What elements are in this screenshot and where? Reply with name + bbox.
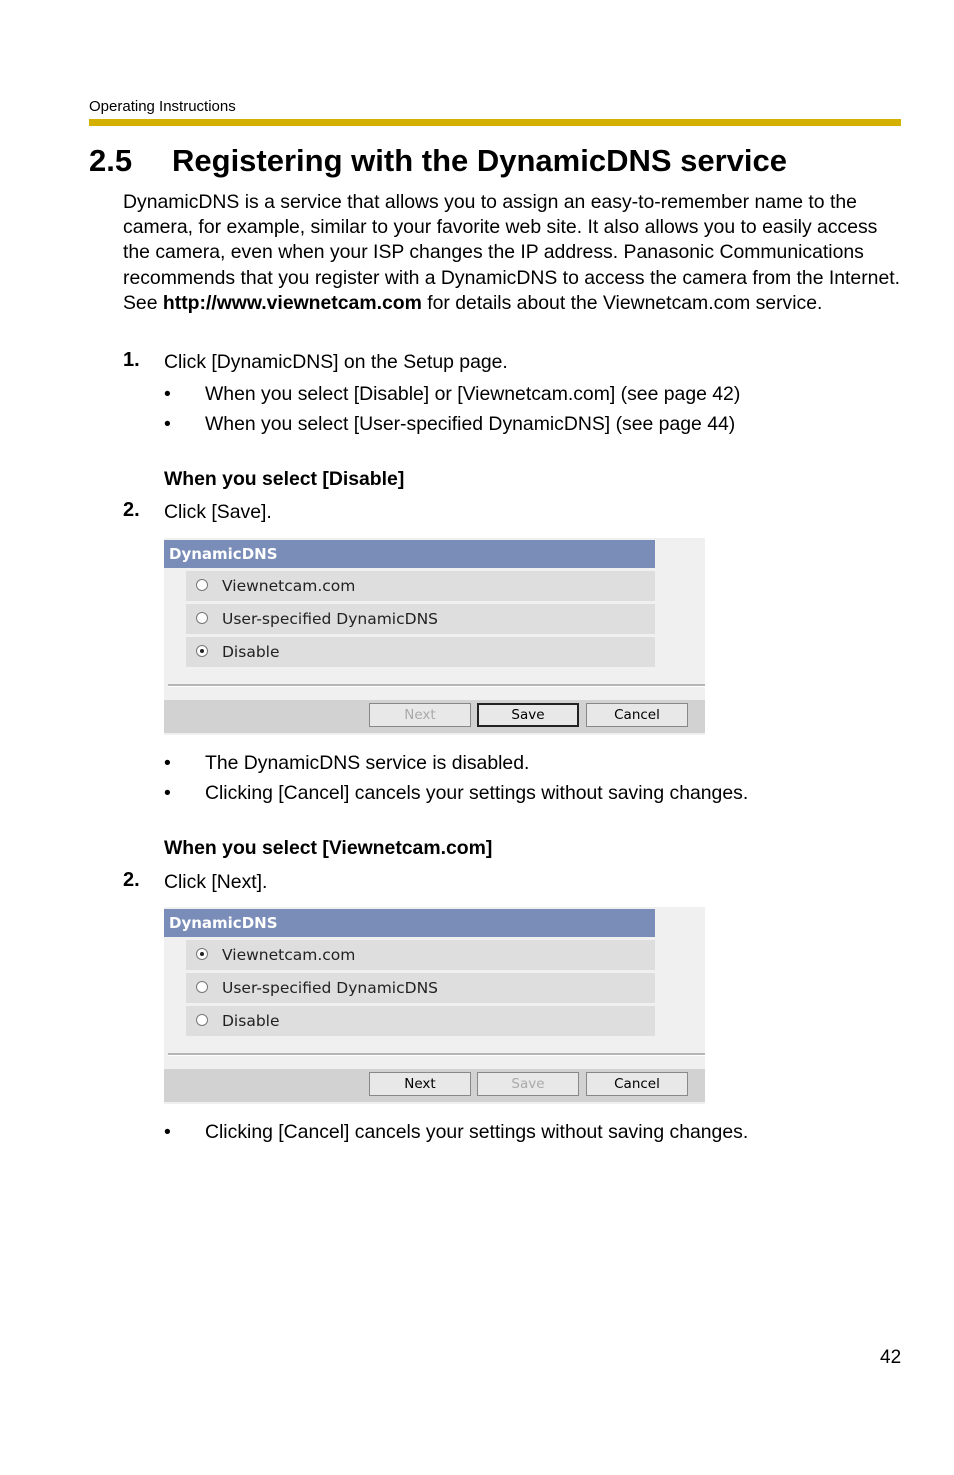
option-label: Disable [222,1012,280,1030]
step-text: Click [Next]. [164,871,268,893]
list-item [164,413,735,436]
list-item-text: Clicking [Cancel] cancels your settings without saving changes. [205,1121,749,1143]
list-item-text: The DynamicDNS service is disabled. [205,752,530,774]
option-user-specified[interactable] [186,604,655,634]
button-bar [164,1069,705,1102]
radio-button[interactable] [196,579,208,591]
save-button[interactable]: Save [477,1072,579,1096]
list-item [164,752,529,775]
option-viewnetcam[interactable] [186,940,655,970]
option-label: User-specified DynamicDNS [222,610,439,628]
option-disable[interactable] [186,1006,655,1036]
divider [168,684,705,687]
radio-button[interactable] [196,612,208,624]
header-rule [89,119,901,126]
list-item [164,1121,748,1144]
radio-button[interactable] [196,1014,208,1026]
dynamicdns-panel [164,907,705,1104]
step-number: 1. [123,349,140,371]
subsection-heading: When you select [Viewnetcam.com] [164,837,493,859]
list-item [164,782,748,805]
list-item-text: Clicking [Cancel] cancels your settings without saving changes. [205,782,749,804]
bullet-glyph: • [164,752,171,774]
section-heading: Registering with the DynamicDNS service [172,143,788,178]
next-button[interactable]: Next [369,703,471,727]
bullet-glyph: • [164,782,171,804]
section-number: 2.5 [89,143,133,178]
option-label: User-specified DynamicDNS [222,979,439,997]
intro-paragraph [123,190,903,316]
page-number: 42 [880,1347,902,1368]
next-button[interactable]: Next [369,1072,471,1096]
intro-text-end: for details about the Viewnetcam.com service. [421,291,823,314]
bullet-glyph: • [164,413,171,435]
section-title [89,141,787,181]
step-text: Click [DynamicDNS] on the Setup page. [164,351,508,373]
save-button[interactable]: Save [477,703,579,727]
list-item-text: When you select [User-specified DynamicDNS] (see page 44) [205,413,736,435]
cancel-button[interactable]: Cancel [586,1072,688,1096]
list-item [164,383,740,406]
option-label: Viewnetcam.com [222,946,356,964]
radio-button[interactable] [196,981,208,993]
button-bar [164,700,705,733]
subsection-heading: When you select [Disable] [164,468,405,490]
option-disable[interactable] [186,637,655,667]
step-number: 2. [123,869,140,891]
bullet-glyph: • [164,383,171,405]
panel-title: DynamicDNS [164,540,655,568]
option-label: Disable [222,643,280,661]
panel-title: DynamicDNS [164,909,655,937]
option-user-specified[interactable] [186,973,655,1003]
cancel-button[interactable]: Cancel [586,703,688,727]
step-text: Click [Save]. [164,501,272,523]
radio-button-selected[interactable] [196,948,208,960]
list-item-text: When you select [Disable] or [Viewnetcam.com] (see page 42) [205,383,741,405]
option-viewnetcam[interactable] [186,571,655,601]
radio-button-selected[interactable] [196,645,208,657]
option-label: Viewnetcam.com [222,577,356,595]
intro-url: http://www.viewnetcam.com [162,291,422,314]
bullet-glyph: • [164,1121,171,1143]
running-header: Operating Instructions [89,98,236,115]
intro-text: DynamicDNS is a service that allows you to assign an easy-to-remember name to the camera, for example, similar to your favorite web site. It also allows you to easily access the camera, even when your ISP changes the IP address. Panasonic Communications recommends that you register with a DynamicDNS to access the camera from the Internet. See [123,191,901,314]
step-number: 2. [123,499,140,521]
dynamicdns-panel [164,538,705,735]
divider [168,1053,705,1056]
